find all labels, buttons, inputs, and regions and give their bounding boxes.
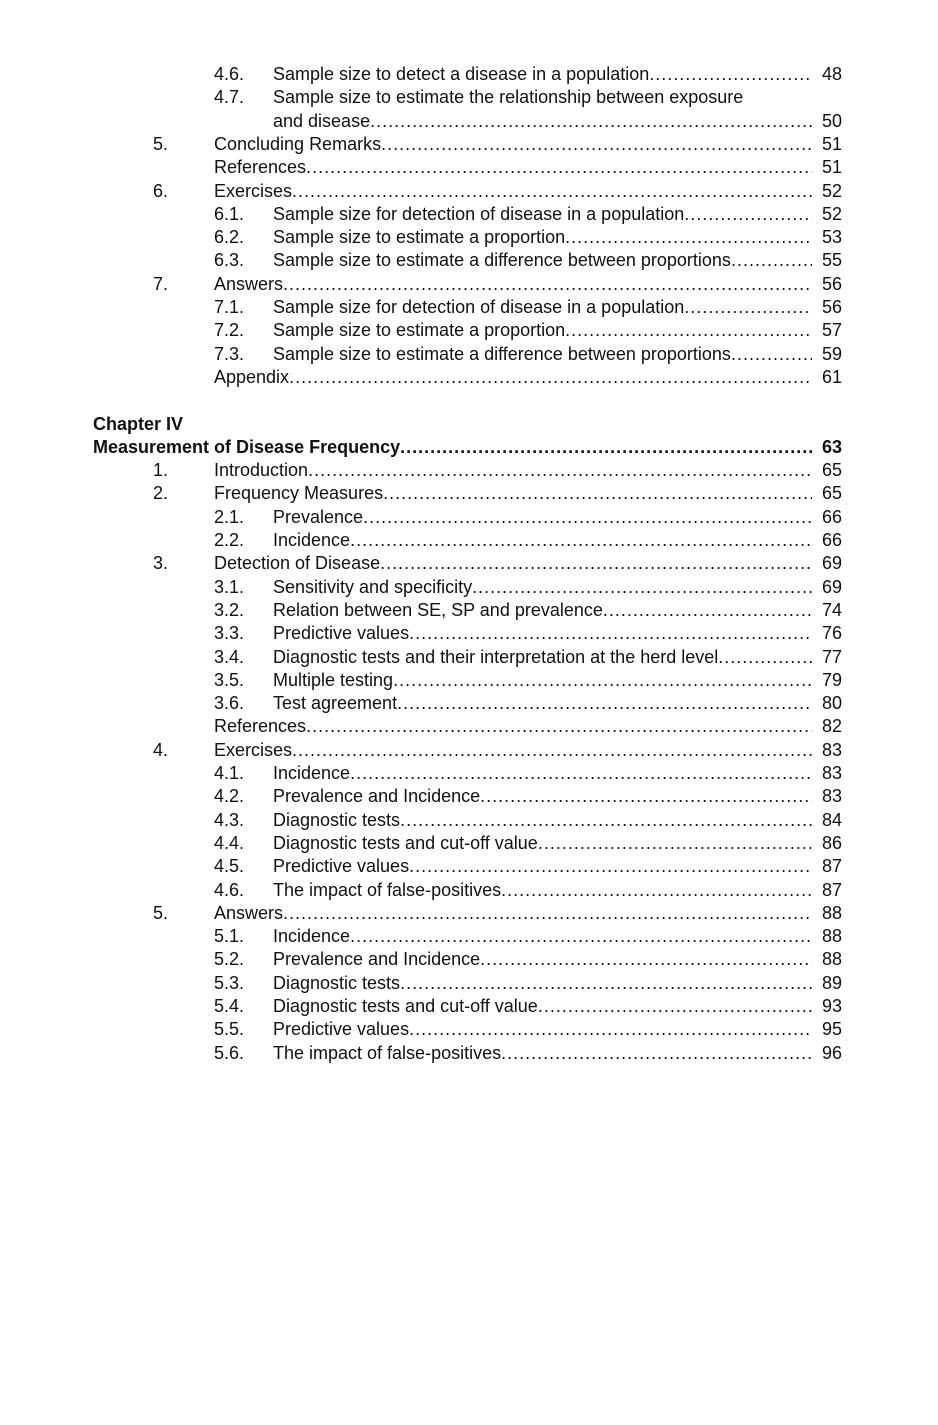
entry-number: 3.4. — [214, 646, 245, 667]
entry-title: Incidence — [273, 926, 351, 947]
entry-title: Frequency Measures — [214, 483, 384, 504]
toc-row — [0, 994, 938, 1018]
entry-number: 7.1. — [214, 297, 245, 317]
entry-title-wrap — [214, 738, 812, 762]
entry-title: Predictive values — [273, 1019, 410, 1040]
dot-leader — [363, 505, 812, 529]
dot-leader — [283, 901, 812, 925]
entry-number: 1. — [153, 460, 169, 481]
page-number: 53 — [822, 227, 843, 248]
dot-leader — [350, 761, 812, 785]
entry-title-wrap — [273, 831, 812, 855]
entry-number: 6.3. — [214, 250, 245, 271]
dot-leader — [684, 202, 812, 226]
entry-title: Prevalence and Incidence — [273, 949, 481, 970]
entry-number: 4. — [153, 739, 169, 760]
toc-row — [0, 365, 938, 389]
entry-title-wrap — [214, 481, 812, 505]
page-number: 95 — [822, 1019, 843, 1040]
dot-leader — [480, 784, 812, 808]
entry-title: Sample size for detection of disease in a population — [273, 203, 685, 224]
entry-number: 3.3. — [214, 623, 245, 644]
toc-row — [0, 761, 938, 785]
entry-number: 7.2. — [214, 320, 245, 341]
page-number: 80 — [822, 693, 843, 714]
page-number: 69 — [822, 553, 843, 574]
entry-number: 5. — [153, 902, 169, 923]
entry-number: 5.2. — [214, 949, 245, 970]
page-number: 63 — [822, 436, 843, 457]
toc-row — [0, 132, 938, 156]
entry-title: Detection of Disease — [214, 553, 381, 574]
page-number: 88 — [822, 949, 843, 970]
page-number: 83 — [822, 786, 843, 807]
entry-number: 7.3. — [214, 343, 245, 364]
entry-title-wrap — [273, 947, 812, 971]
toc-row — [0, 272, 938, 296]
entry-title-wrap — [273, 924, 812, 948]
toc-row — [0, 551, 938, 575]
page-number: 65 — [822, 460, 843, 481]
page-number: 84 — [822, 809, 843, 830]
entry-title-wrap — [273, 668, 812, 692]
toc-row — [0, 109, 938, 133]
page-number: 87 — [822, 856, 843, 877]
dot-leader — [393, 668, 812, 692]
dot-leader — [649, 62, 812, 86]
entry-title-wrap — [273, 109, 812, 133]
toc-row — [0, 784, 938, 808]
entry-title: References — [214, 716, 307, 737]
entry-title: The impact of false-positives — [273, 879, 502, 900]
toc-row — [0, 598, 938, 622]
dot-leader — [731, 248, 812, 272]
entry-number: 5.3. — [214, 972, 245, 993]
page-number: 66 — [822, 506, 843, 527]
entry-title-wrap — [273, 761, 812, 785]
entry-title: Sample size to detect a disease in a population — [273, 64, 650, 84]
entry-number: 3.6. — [214, 693, 245, 714]
page-number: 56 — [822, 273, 843, 294]
toc-row — [0, 481, 938, 505]
page-number: 51 — [822, 157, 843, 178]
page-number: 93 — [822, 996, 843, 1016]
dot-leader — [538, 994, 812, 1018]
page-number: 74 — [822, 599, 843, 620]
entry-number: 4.2. — [214, 786, 245, 807]
dot-leader — [409, 1017, 812, 1041]
entry-title-wrap — [273, 342, 812, 366]
entry-number: 5.1. — [214, 926, 245, 947]
page-number: 69 — [822, 576, 843, 597]
entry-number: 4.5. — [214, 856, 245, 877]
toc-row — [0, 691, 938, 715]
page-number: 83 — [822, 763, 843, 783]
entry-title-wrap — [214, 714, 812, 738]
toc-row — [0, 808, 938, 832]
entry-number: 5.4. — [214, 996, 245, 1016]
dot-leader — [350, 924, 812, 948]
page-number: 65 — [822, 483, 843, 504]
dot-leader — [603, 598, 812, 622]
page-number: 66 — [822, 530, 843, 550]
toc-row — [0, 878, 938, 902]
entry-number: 6.1. — [214, 203, 245, 224]
entry-number: 5.6. — [214, 1042, 245, 1063]
toc-row — [0, 645, 938, 669]
entry-title-wrap — [273, 621, 812, 645]
dot-leader — [292, 738, 812, 762]
entry-title: and disease — [273, 110, 371, 131]
entry-title-wrap — [273, 248, 812, 272]
entry-number: 6.2. — [214, 227, 245, 248]
entry-title: Measurement of Disease Frequency — [93, 436, 401, 457]
entry-number: 5.5. — [214, 1019, 245, 1040]
dot-leader — [383, 481, 812, 505]
entry-title-wrap — [273, 1041, 812, 1065]
page-number: 61 — [822, 366, 843, 387]
page-number: 79 — [822, 669, 843, 690]
toc-row — [0, 202, 938, 226]
entry-title: Relation between SE, SP and prevalence — [273, 599, 603, 620]
entry-title: Diagnostic tests and cut-off value — [273, 996, 538, 1016]
toc-row — [0, 738, 938, 762]
dot-leader — [409, 854, 812, 878]
dot-leader — [472, 575, 812, 599]
entry-title-wrap — [214, 458, 812, 482]
dot-leader — [480, 947, 812, 971]
page-number: 76 — [822, 623, 843, 644]
toc-row — [0, 318, 938, 342]
entry-title-wrap — [273, 528, 812, 552]
toc-row — [0, 342, 938, 366]
toc-row — [0, 1017, 938, 1041]
entry-title: Prevalence and Incidence — [273, 786, 481, 807]
entry-title-wrap — [93, 435, 812, 459]
entry-title: Exercises — [214, 180, 293, 201]
page-number: 57 — [822, 320, 843, 341]
dot-leader — [400, 808, 812, 832]
entry-title-wrap — [273, 691, 812, 715]
entry-title: Appendix — [214, 366, 290, 387]
toc-row — [0, 971, 938, 995]
toc-row — [0, 924, 938, 948]
entry-number: 4.6. — [214, 879, 245, 900]
entry-title: Answers — [214, 902, 284, 923]
entry-title-wrap — [214, 272, 812, 296]
entry-title-wrap — [273, 85, 850, 109]
page-number: 83 — [822, 739, 843, 760]
entry-title: Test agreement — [273, 693, 398, 714]
entry-title-wrap — [273, 1017, 812, 1041]
page-number: 86 — [822, 832, 843, 853]
toc-row — [0, 62, 938, 86]
toc-row — [0, 831, 938, 855]
toc-row — [0, 295, 938, 319]
entry-number: 2.1. — [214, 506, 245, 527]
entry-number: 4.6. — [214, 64, 245, 84]
page-number: 59 — [822, 343, 843, 364]
page-number: 50 — [822, 110, 843, 131]
dot-leader — [400, 971, 812, 995]
toc-row — [0, 179, 938, 203]
dot-leader — [565, 318, 812, 342]
dot-leader — [289, 365, 812, 389]
page-number: 48 — [822, 64, 843, 84]
entry-title: Answers — [214, 273, 284, 294]
entry-title: References — [214, 157, 307, 178]
entry-title-wrap — [214, 551, 812, 575]
entry-title: Sample size to estimate a difference between proportions — [273, 343, 731, 364]
entry-title-wrap — [214, 901, 812, 925]
entry-title: Diagnostic tests — [273, 972, 401, 993]
dot-leader — [718, 645, 812, 669]
entry-title-wrap — [93, 412, 850, 436]
dot-leader — [306, 155, 812, 179]
entry-number: 4.4. — [214, 832, 245, 853]
dot-leader — [381, 132, 812, 156]
entry-title-wrap — [273, 318, 812, 342]
entry-title: Introduction — [214, 460, 309, 481]
entry-title-wrap — [273, 225, 812, 249]
page-number: 88 — [822, 902, 843, 923]
entry-title-wrap — [273, 295, 812, 319]
dot-leader — [409, 621, 812, 645]
toc-row — [0, 575, 938, 599]
entry-title: Diagnostic tests and cut-off value — [273, 832, 538, 853]
page-number: 56 — [822, 297, 843, 317]
dot-leader — [283, 272, 812, 296]
entry-number: 4.7. — [214, 87, 245, 108]
entry-title: Incidence — [273, 530, 351, 550]
page-number: 96 — [822, 1042, 843, 1063]
entry-title-wrap — [273, 854, 812, 878]
dot-leader — [400, 435, 812, 459]
spacer-row — [0, 388, 938, 412]
dot-leader — [370, 109, 812, 133]
toc-row — [0, 668, 938, 692]
toc-row — [0, 458, 938, 482]
entry-number: 3.5. — [214, 669, 245, 690]
entry-title: Sample size to estimate a difference between proportions — [273, 250, 731, 271]
entry-title: Sample size to estimate the relationship between exposure — [273, 87, 744, 108]
toc-row — [0, 248, 938, 272]
dot-leader — [501, 878, 812, 902]
toc-row — [0, 854, 938, 878]
entry-title: Incidence — [273, 763, 351, 783]
toc-row — [0, 85, 938, 109]
entry-title: Diagnostic tests and their interpretation at the herd level — [273, 646, 719, 667]
entry-title-wrap — [214, 132, 812, 156]
entry-title: Chapter IV — [93, 413, 184, 434]
entry-title-wrap — [273, 62, 812, 86]
entry-title-wrap — [214, 179, 812, 203]
dot-leader — [308, 458, 812, 482]
entry-number: 3.2. — [214, 599, 245, 620]
entry-title-wrap — [273, 505, 812, 529]
entry-number: 2.2. — [214, 530, 245, 550]
dot-leader — [292, 179, 812, 203]
page-number: 52 — [822, 180, 843, 201]
entry-title: Sensitivity and specificity — [273, 576, 473, 597]
entry-title-wrap — [273, 575, 812, 599]
entry-title: Sample size to estimate a proportion — [273, 227, 566, 248]
entry-number: 2. — [153, 483, 169, 504]
entry-number: 4.1. — [214, 763, 245, 783]
page-number: 52 — [822, 203, 843, 224]
chapter-row — [0, 435, 938, 459]
entry-title-wrap — [273, 994, 812, 1018]
entry-title: Multiple testing — [273, 669, 394, 690]
toc-row — [0, 714, 938, 738]
entry-title-wrap — [273, 784, 812, 808]
dot-leader — [306, 714, 812, 738]
page-number: 89 — [822, 972, 843, 993]
dot-leader — [731, 342, 812, 366]
page-number: 55 — [822, 250, 843, 271]
toc-row — [0, 1041, 938, 1065]
toc-row — [0, 621, 938, 645]
entry-number: 4.3. — [214, 809, 245, 830]
entry-title-wrap — [273, 598, 812, 622]
entry-title: Prevalence — [273, 506, 364, 527]
entry-title-wrap — [273, 971, 812, 995]
page-number: 87 — [822, 879, 843, 900]
entry-number: 5. — [153, 133, 169, 154]
entry-title: Exercises — [214, 739, 293, 760]
entry-title: Predictive values — [273, 623, 410, 644]
dot-leader — [538, 831, 812, 855]
entry-title-wrap — [273, 808, 812, 832]
dot-leader — [380, 551, 812, 575]
toc-row — [0, 225, 938, 249]
entry-title-wrap — [273, 878, 812, 902]
dot-leader — [565, 225, 812, 249]
entry-title: Diagnostic tests — [273, 809, 401, 830]
chapter-row — [0, 412, 938, 436]
toc-row — [0, 155, 938, 179]
entry-title-wrap — [214, 365, 812, 389]
page-number: 88 — [822, 926, 843, 947]
toc-row — [0, 505, 938, 529]
entry-title: Sample size to estimate a proportion — [273, 320, 566, 341]
toc-row — [0, 947, 938, 971]
entry-number: 7. — [153, 273, 169, 294]
entry-title-wrap — [273, 645, 812, 669]
dot-leader — [350, 528, 812, 552]
entry-number: 3.1. — [214, 576, 245, 597]
dot-leader — [684, 295, 812, 319]
entry-title: Sample size for detection of disease in a population — [273, 297, 685, 317]
toc-row — [0, 528, 938, 552]
dot-leader — [397, 691, 812, 715]
page-number: 82 — [822, 716, 843, 737]
entry-title: The impact of false-positives — [273, 1042, 502, 1063]
toc-row — [0, 901, 938, 925]
entry-title: Concluding Remarks — [214, 133, 382, 154]
entry-title-wrap — [273, 202, 812, 226]
page-number: 77 — [822, 646, 843, 667]
entry-title: Predictive values — [273, 856, 410, 877]
entry-title-wrap — [214, 155, 812, 179]
dot-leader — [501, 1041, 812, 1065]
entry-number: 6. — [153, 180, 169, 201]
page-number: 51 — [822, 133, 843, 154]
entry-number: 3. — [153, 553, 169, 574]
